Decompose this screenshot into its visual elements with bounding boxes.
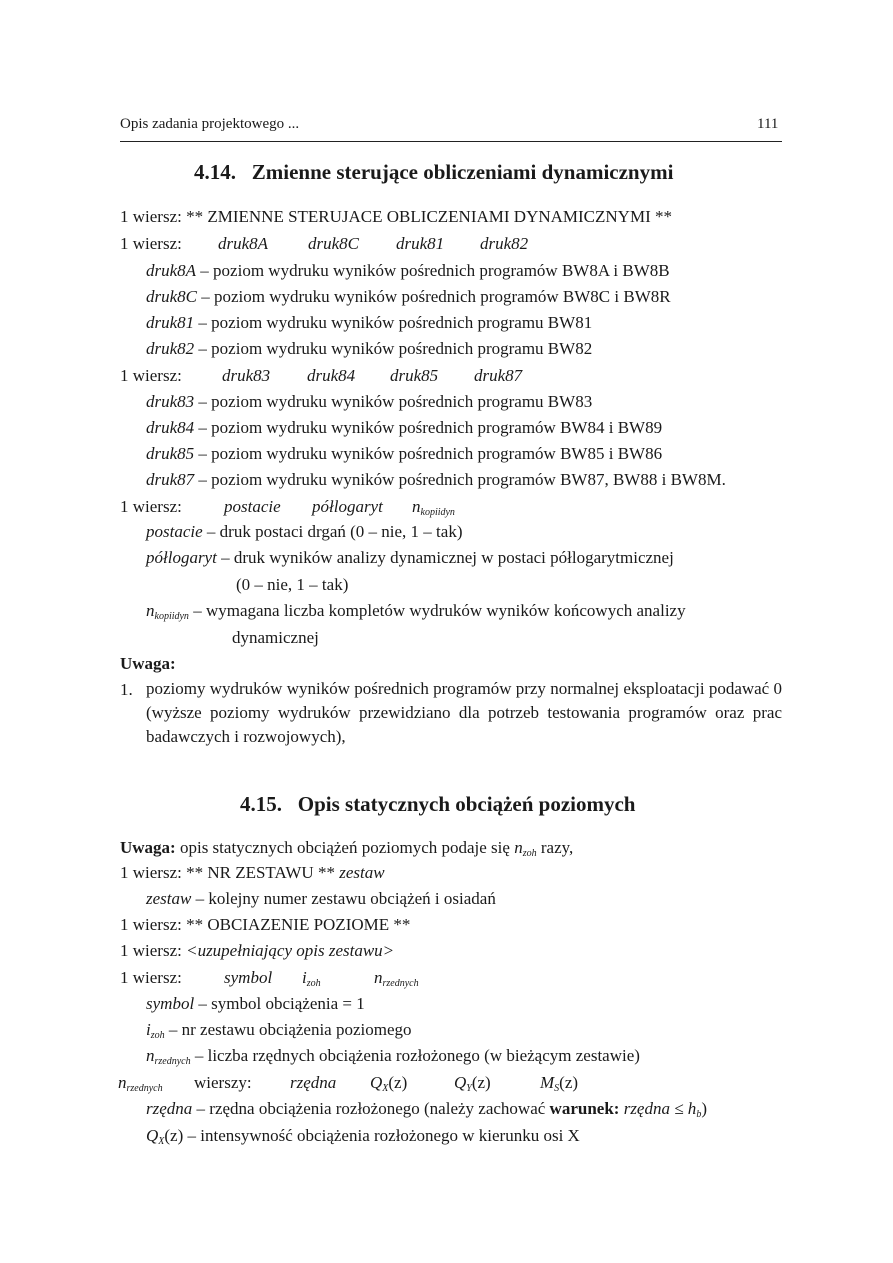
var-row1: druk82 xyxy=(480,234,529,253)
line-opis: 1 wiersz: <uzupełniający opis zestawu> xyxy=(120,941,395,960)
var-rzedna: rzędna xyxy=(290,1073,337,1092)
var-symbol: symbol xyxy=(224,968,273,987)
section-heading-4-15 xyxy=(240,792,635,817)
line-label: 1 wiersz: xyxy=(120,497,182,516)
desc-row: druk87 – poziom wydruku wyników pośrednich programów BW87, BW88 i BW8M. xyxy=(146,470,726,489)
desc-continuation: (0 – nie, 1 – tak) xyxy=(236,575,349,594)
var-row1: druk8A xyxy=(218,234,269,253)
var-row1: druk81 xyxy=(396,234,445,253)
desc-row: $i_{zoh}$ – nr zestawu obciążenia poziomego xyxy=(146,1020,412,1041)
desc-row: druk85 – poziom wydruku wyników pośrednich programów BW85 i BW86 xyxy=(146,444,663,463)
page-number: 111 xyxy=(757,116,779,132)
line-1 xyxy=(120,207,672,227)
desc-row: druk8A – poziom wydruku wyników pośrednich programów BW8A i BW8B xyxy=(146,261,670,280)
desc-row: postacie – druk postaci drgań (0 – nie, 1 – tak) xyxy=(146,522,463,541)
desc-row: druk83 – poziom wydruku wyników pośrednich programu BW83 xyxy=(146,392,593,411)
line-label: 1 wiersz: xyxy=(120,234,182,253)
desc-row: $n_{rzednych}$ – liczba rzędnych obciążenia rozłożonego (w bieżącym zestawie) xyxy=(146,1046,640,1067)
header-rule xyxy=(120,141,782,142)
var-n-rzednych: $n_{rzednych}$ xyxy=(118,1073,163,1094)
section-number: 4.14. xyxy=(194,160,236,184)
var-i-zoh: $i_{zoh}$ xyxy=(302,968,321,989)
desc-row: druk82 – poziom wydruku wyników pośrednich programu BW82 xyxy=(146,339,593,358)
desc-row: rzędna – rzędna obciążenia rozłożonego (należy zachować warunek: rzędna ≤ $h_b$) xyxy=(146,1099,707,1120)
line-label: 1 wiersz: xyxy=(120,366,182,385)
desc-row: zestaw – kolejny numer zestawu obciążeń i osiadań xyxy=(146,889,496,908)
desc-row: druk84 – poziom wydruku wyników pośrednich programów BW84 i BW89 xyxy=(146,418,663,437)
var-row3: postacie xyxy=(224,497,281,516)
section-title: Opis statycznych obciążeń poziomych xyxy=(297,792,636,816)
var-ms: $M_S(z)$ xyxy=(540,1073,579,1094)
line-nr-zestawu: 1 wiersz: ** NR ZESTAWU ** zestaw xyxy=(120,863,385,882)
var-row1: druk8C xyxy=(308,234,359,253)
var-row2: druk85 xyxy=(390,366,439,385)
section-title: Zmienne sterujące obliczeniami dynamicznymi xyxy=(251,160,674,184)
section-heading-4-14 xyxy=(194,160,673,185)
desc-row: $Q_X(z)$ – intensywność obciążenia rozłożonego w kierunku osi X xyxy=(146,1126,580,1147)
running-title: Opis zadania projektowego ... xyxy=(120,116,300,132)
var-row3: półlogaryt xyxy=(312,497,383,516)
var-row2: druk87 xyxy=(474,366,523,385)
note-number: 1. xyxy=(120,680,133,699)
var-n-kopiidyn: $n_{kopiidyn}$ xyxy=(412,497,455,518)
var-qx: $Q_X(z)$ xyxy=(370,1073,408,1094)
desc-row: symbol – symbol obciążenia = 1 xyxy=(146,994,365,1013)
var-row2: druk84 xyxy=(307,366,356,385)
line-label: 1 wiersz: xyxy=(120,207,182,226)
line-label: 1 wiersz: xyxy=(120,968,182,987)
wierszy-label: wierszy: xyxy=(194,1073,252,1092)
note-text: poziomy wydruków wyników pośrednich programów przy normalnej eksploatacji podawać 0 (wyższe poziomy wydruków przewidziano dla potrzeb testowania programów oraz prac badawczych i rozwojowych), xyxy=(146,679,782,746)
note-label: Uwaga: xyxy=(120,654,176,673)
var-row2: druk83 xyxy=(222,366,271,385)
section-number: 4.15. xyxy=(240,792,282,816)
desc-row: półlogaryt – druk wyników analizy dynamicznej w postaci półlogarytmicznej xyxy=(146,548,674,567)
line-text: ** ZMIENNE STERUJACE OBLICZENIAMI DYNAMICZNYMI ** xyxy=(186,207,672,226)
desc-row: druk8C – poziom wydruku wyników pośrednich programów BW8C i BW8R xyxy=(146,287,671,306)
line-obciazenie: 1 wiersz: ** OBCIAZENIE POZIOME ** xyxy=(120,915,411,934)
desc-continuation: dynamicznej xyxy=(232,628,319,647)
desc-row: druk81 – poziom wydruku wyników pośrednich programu BW81 xyxy=(146,313,593,332)
var-n-rzednych: $n_{rzednych}$ xyxy=(374,968,419,989)
var-qy: $Q_Y(z)$ xyxy=(454,1073,491,1094)
note-line: Uwaga: opis statycznych obciążeń poziomych podaje się $n_{zoh}$ razy, xyxy=(120,838,574,859)
desc-row: $n_{kopiidyn}$ – wymagana liczba kompletów wydruków wyników końcowych analizy xyxy=(146,601,686,622)
